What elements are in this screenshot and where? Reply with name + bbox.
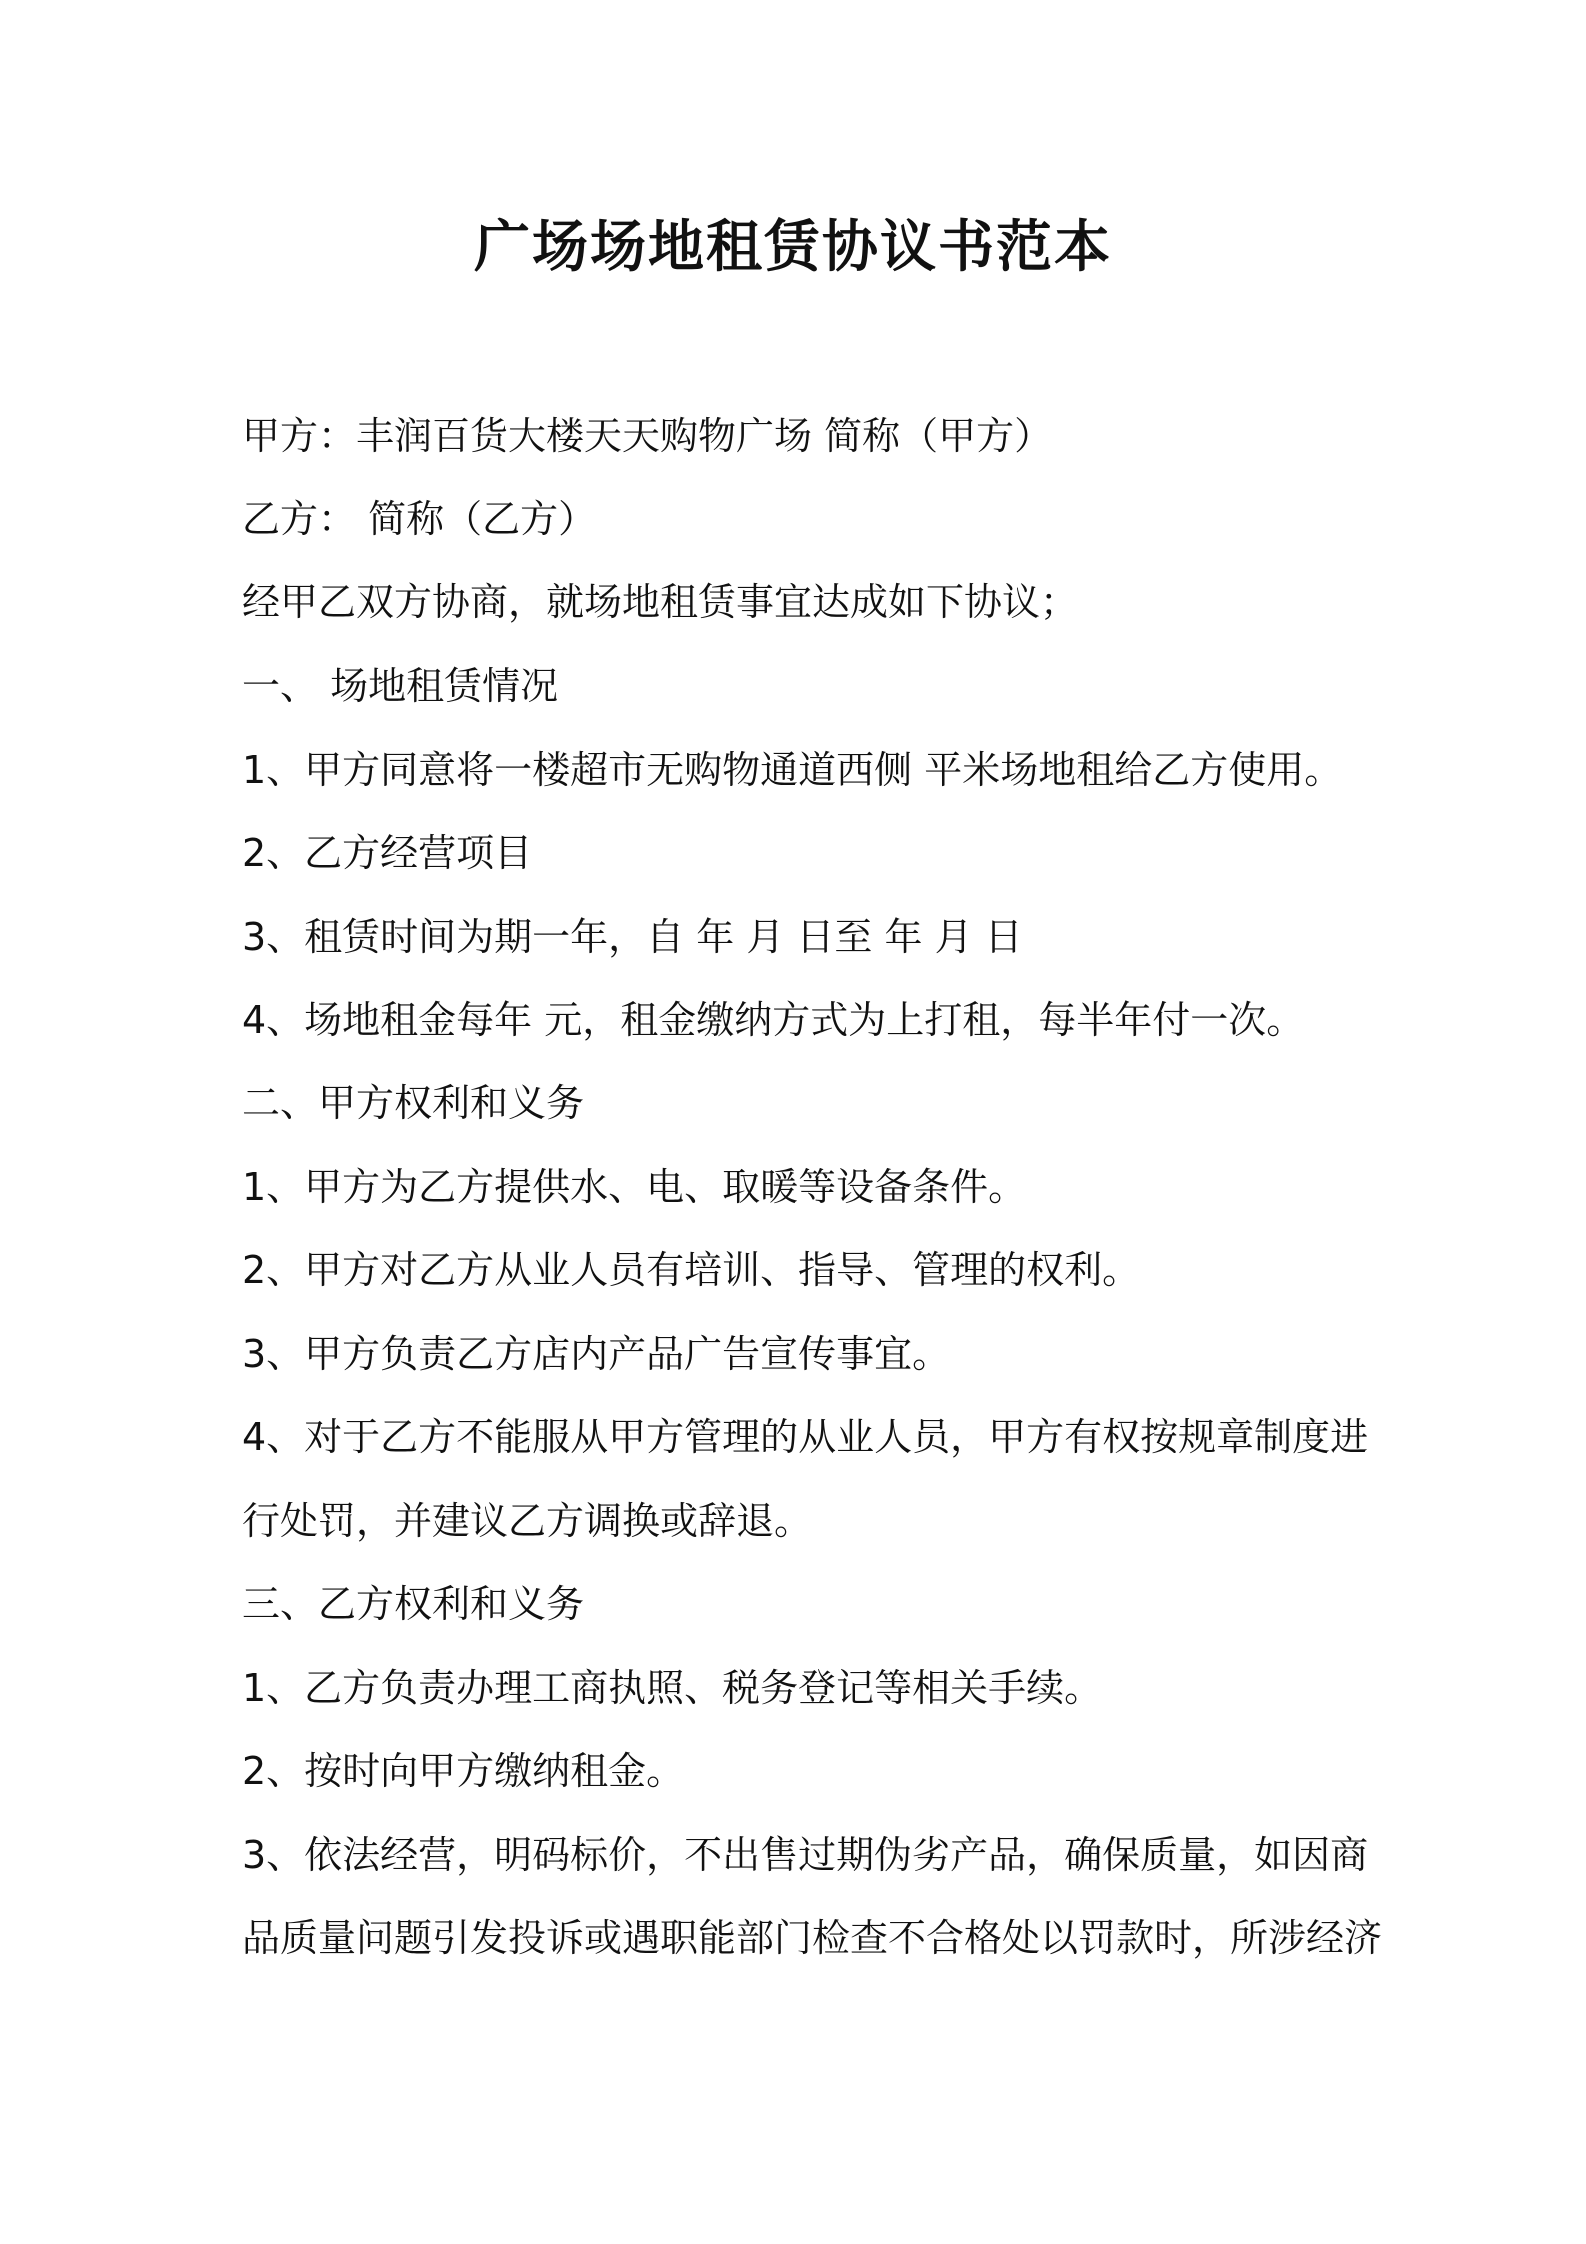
section-heading: 二、甲方权利和义务 <box>242 1081 585 1125</box>
section-heading: 三、乙方权利和义务 <box>242 1582 585 1626</box>
section-heading: 一、 场地租赁情况 <box>242 664 559 708</box>
clause-line: 3、甲方负责乙方店内产品广告宣传事宜。 <box>242 1332 951 1376</box>
clause-line: 2、甲方对乙方从业人员有培训、指导、管理的权利。 <box>242 1248 1141 1292</box>
clause-line: 1、乙方负责办理工商执照、税务登记等相关手续。 <box>242 1666 1103 1710</box>
document-title: 广场场地租赁协议书范本 <box>474 215 1112 280</box>
clause-line: 2、乙方经营项目 <box>242 831 533 875</box>
clause-line: 3、租赁时间为期一年，自 年 月 日至 年 月 日 <box>242 915 1023 959</box>
preamble-line: 经甲乙双方协商，就场地租赁事宜达成如下协议； <box>242 580 1079 624</box>
clause-line: 品质量问题引发投诉或遇职能部门检查不合格处以罚款时，所涉经济 <box>242 1916 1383 1960</box>
clause-line: 4、场地租金每年 元，租金缴纳方式为上打租，每半年付一次。 <box>242 998 1305 1042</box>
clause-line: 1、甲方同意将一楼超市无购物通道西侧 平米场地租给乙方使用。 <box>242 748 1343 792</box>
clause-line: 1、甲方为乙方提供水、电、取暖等设备条件。 <box>242 1165 1027 1209</box>
party-a-line: 甲方：丰润百货大楼天天购物广场 简称（甲方） <box>242 414 1053 458</box>
clause-line: 4、对于乙方不能服从甲方管理的从业人员，甲方有权按规章制度进 <box>242 1415 1369 1459</box>
clause-line: 2、按时向甲方缴纳租金。 <box>242 1749 685 1793</box>
clause-line: 行处罚，并建议乙方调换或辞退。 <box>242 1499 813 1543</box>
party-b-line: 乙方： 简称（乙方） <box>242 497 597 541</box>
clause-line: 3、依法经营，明码标价，不出售过期伪劣产品，确保质量，如因商 <box>242 1833 1369 1877</box>
